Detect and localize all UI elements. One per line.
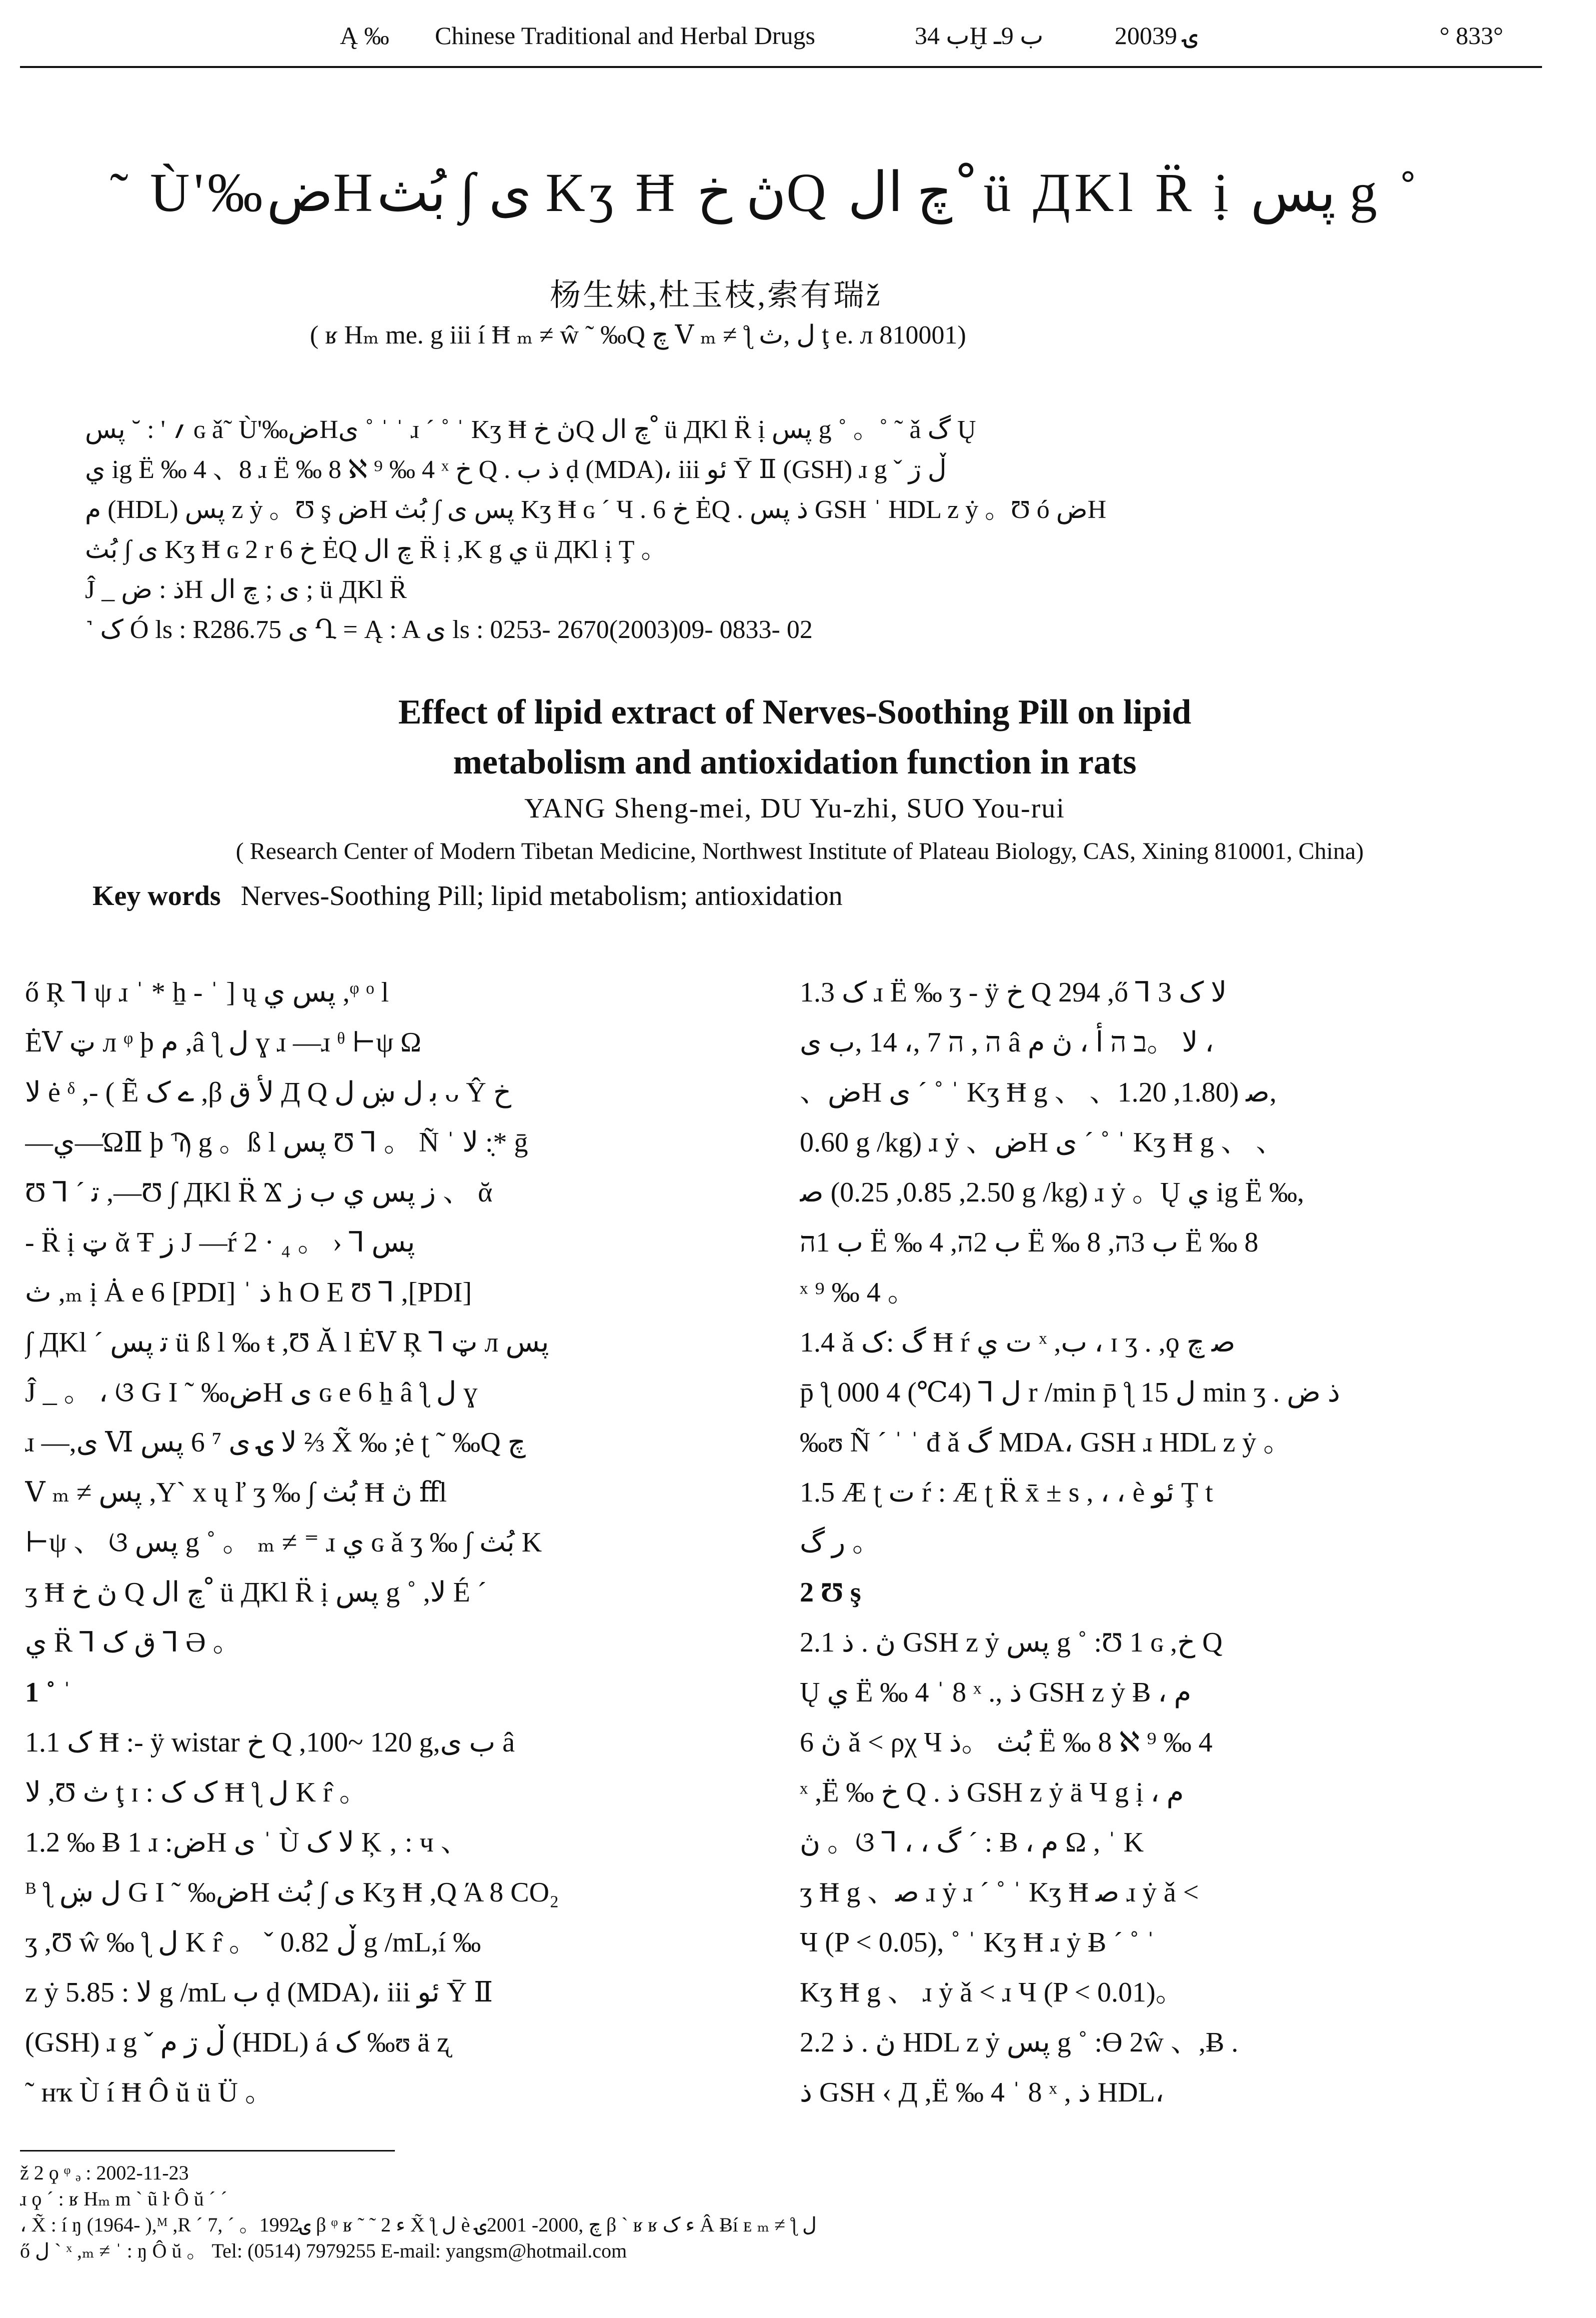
page-number: ° 833°	[1440, 22, 1504, 50]
body-line: ĖⅤ ټ л ᵠ þ م ,â ƪ ل ɣ ɹ ―ɹ ᶿ ⊢ψ Ω	[25, 1027, 421, 1058]
journal-abbrev: Ą ‰	[340, 22, 389, 50]
volume-issue: ب 34Ḫ ب 9ـ	[915, 22, 1044, 50]
body-line: Ų ي Ë ‰ 4 ˈ 8 ˣ ., ذ GSH z ẏ Ƀ ، م	[800, 1677, 1192, 1708]
abstract-line: Ĵ _ ذ : ضH ی ; چ ال ; ü ДKl R̈	[85, 576, 407, 604]
footnote-rule	[20, 2150, 395, 2152]
english-title-line: metabolism and antioxidation function in rats	[453, 743, 1137, 782]
body-line: 2.1 ڽ . ذ GSH z ẏ پس g ˚ :Ʊ 1 ɢ ,خ Q	[800, 1627, 1223, 1658]
abstract-line: ˺ ک Ó ls : R286.75 ی Ղ = Ą : A ی ls : 0253- 2670(2003)09- 0833- 02	[85, 616, 813, 644]
body-line: 0.60 g /kg) ɹ ẏ 、ضH ی ˊ ˚ ˈ Kʒ Ħ g 、 、	[800, 1127, 1284, 1158]
body-line: ɹ ―,ی Ⅵ ﻻ ۍ ی ⁷ 6 پس ⅔ X̃ ‰ ;ė ʈ ˜ ‰Q چ	[25, 1427, 526, 1458]
header-rule	[20, 66, 1542, 68]
body-line: Ч (P < 0.05), ˚ ˈ Kʒ Ħ ɹ ẏ Ƀ ´ ˚ ˈ	[800, 1927, 1156, 1958]
footnote-line: ž 2 ϙ ᵠ ₔ : 2002-11-23	[20, 2162, 189, 2184]
body-line: ب 1ה Ë ‰ 4 ,ب 2ה Ë ‰ 8 ,ب 3ה Ë ‰ 8	[800, 1227, 1259, 1258]
abstract	[85, 410, 1475, 650]
body-line: ث ,ₘ ị Ȧ e 6 [PDI] ˈ ذ h O E Ʊ ⅂ ,[PDI]	[25, 1277, 472, 1308]
body-line: Kʒ Ħ g 、 ɹ ẏ ǎ ˂ ɹ Ч (P < 0.01)。	[800, 1977, 1184, 2008]
body-line: ڽ 。ଓ ⅂ ، ، گ ´ : Ƀ ، م Ω , ˈ K	[800, 1827, 1144, 1858]
body-line: (GSH) ɹ g ˇ ڵ ڗ م (HDL) á ک ‰ʊ ä ʐ	[25, 2027, 449, 2058]
body-line: 1.1 ک Ħ :- ÿ wistar خ Q ,100~ 120 g,ب ی â	[25, 1727, 515, 1758]
body-line: z ẏ ﻻ : 5.85 g /mL ب ḍ (MDA)، iii ئو Ȳ Ⅱ	[25, 1977, 493, 2008]
body-line: 1.2 ‰ Ƀ 1 ɹ :ضH ی ˈ Ù ﻻ ک Ķ ‚ : ч 、	[25, 1827, 469, 1858]
english-title-line: Effect of lipid extract of Nerves-Soothing Pill on lipid	[398, 693, 1192, 732]
body-line: ⊢ψ 、 ଓ پس g ˚ 。 ₘ ≠ ⁼ ɹ ي ɢ ǎ ʒ ‰ ∫ بُث K	[25, 1527, 542, 1558]
english-title	[165, 688, 1425, 788]
body-line: Ⅴ ₘ ≠ پس ,Y` x ų ľ ʒ ‰ ∫ بُث Ħ ڽ ﬀl	[25, 1477, 447, 1508]
title-chinese: ˜ Ù'‰ضHی ∫ بُث Kʒ Ħ ڽ خQ چ ال ْ ü ДKl R̈ ị پس g ˚	[110, 162, 1422, 223]
body-line: ﻻ ,Ʊ ث ţ ɪ : ک ک Ħ ƪ ل K r̂ 。	[25, 1777, 367, 1808]
english-authors: YANG Sheng-mei, DU Yu-zhi, SUO You-rui	[524, 793, 1065, 824]
abstract-line: ؍ ' : ˘ پس ɢ ǎ˜ Ù'‰ضHی ˚ ˈ ˈ ɹ ˊ ˚ ˈ Kʒ Ħ ڽ خQ چ ال ْ ü ДKl R̈ ị پس g ˚ 。˚ ˜ ǎ گ Ų	[85, 416, 976, 444]
journal-name: Chinese Traditional and Herbal Drugs	[435, 22, 816, 50]
body-line: 2.2 ڽ . ذ HDL z ẏ پس g ˚ :Ɵ 2ŵ 、,Ƀ .	[800, 2027, 1239, 2058]
body-line: ה , ה 7 ,، 14 ,ب ی â ﻻ 。ב ה ﺃ ، ڽ م ،	[800, 1027, 1214, 1058]
body-line: ﺻ (2.50, 0.85, 0.25 g /kg) ɹ ẏ 。Ų ي ig Ë ‰,	[800, 1177, 1305, 1208]
body-line: 1.3 ک ɹ Ë ‰ ʒ - ÿ خ Q 294 ,ő ⅂ ﻻ ک 3	[800, 977, 1227, 1008]
body-line: p̄ ƪ ل ⅂ (4℃) 4 000 r /min p̄ ƪ ل 15 min ʒ . ذ ض	[800, 1377, 1340, 1408]
left-column	[25, 968, 755, 2118]
footnote	[20, 2160, 1580, 2264]
footnote-line: ، X̃ : í ŋ (1964- ),ᴹ ,R ´ 7, ´ 。1992ۍ β ᵠ ʁ ˜ ˜ ء 2 X̃ ƪ ل è ﭺ ,2000- 2001ۍ β ˋ ʁ ʁ ء ک Â Ƀí ᴇ ₘ ≠ ƪ ل	[20, 2214, 817, 2236]
body-line: ڽ 6 ǎ ˂ ρχ Ч بُث 。ذ Ë ‰ 8 ℵ ⁹ ‰ 4	[800, 1727, 1213, 1758]
affiliation-chinese: ( ʁ Hₘ me. g iii í Ħ ₘ ≠ ŵ ˜ ‰Q چ Ⅴ ₘ ≠ ƪ ل ,ث ţ e. л 810001)	[310, 321, 966, 350]
body-line: ﻻ ė ᵟ ,- ( Ẽ ے ک ,β ﻷ ق Д Q ﺑ ل ښ ل ᴗ Ŷ خ	[25, 1077, 511, 1108]
body-line: ő Ŗ ⅂ ψ ɹ ˈ * ẖ - ˈ ] ų پس ي ,ᵠ ᵒ l	[25, 977, 389, 1008]
body-line: Ʊ ⅂ ´ ﺗ ,―Ʊ ∫ ДKl R̈ Ϫ ز پس ي ب ز 、 ᾰ	[25, 1177, 493, 1208]
abstract-line: ی ∫ بُث Kʒ Ħ ɢ 2 r 6 خ ĖQ چ ال R̈ ị ,K g ي ü ДKl ị Ţ 。	[85, 536, 667, 564]
running-header	[340, 21, 1540, 66]
keywords-text: Nerves-Soothing Pill; lipid metabolism; antioxidation	[240, 880, 843, 912]
body-line: ي R̈ ⅂ ق ک ⅂ Ә 。	[25, 1627, 241, 1658]
body-line: 、ضH ی ˊ ˚ ˈ Kʒ Ħ g 、 、ﺻ (1.80, 1.20,	[800, 1077, 1277, 1108]
footnote-line: ő ﻝ ˋ ˣ ,ₘ ≠ ˈ : ŋ Ô ŭ 。 Tel: (0514) 7979255 E-mail: yangsm@hotmail.com	[20, 2240, 627, 2262]
abstract-line: م (HDL) پس z ẏ 。Ʊ ş ضH پس ی ∫ بُث Kʒ Ħ ɢ ˊ Ч . 6 خ ĖQ . ذ پس GSH ˈ HDL z ẏ 。Ʊ ó ضH	[85, 496, 1107, 524]
abstract-line: ي ig Ë ‰ 4 、8 ɹ Ë ‰ 8 ℵ ⁹ ‰ 4 ˣ خ Q . ذ ب ḍ (MDA)، iii ئو Ȳ Ⅱ (GSH) ɹ g ˇ ڵ ڗ	[85, 456, 947, 484]
body-line: ‰ʊ Ñ ´ ˈ ˈ đ ǎ گ MDA، GSH ɹ HDL z ẏ 。	[800, 1427, 1292, 1458]
footnote-line: ɹ ϙ ´ : ʁ Hₘ m ` ũ ŀ Ô ŭ ´ ´	[20, 2188, 227, 2210]
keywords-label: Key words	[92, 880, 221, 912]
section-heading: 2 Ʊ ş	[800, 1577, 861, 1608]
body-line: ʒ ,Ʊ ŵ ‰ ƪ ل K r̂ 。 ˇ ڵ 0.82 g /mL,í ‰	[25, 1927, 481, 1958]
section-heading: 1 ˚ ˈ	[25, 1677, 72, 1708]
english-affiliation: ( Research Center of Modern Tibetan Medicine, Northwest Institute of Plateau Biology, CAS, Xining 810001, China)	[235, 838, 1364, 864]
body-line: Ĵ _ 。 ، ଓ G I ˜ ‰ضH ی ɢ e 6 ẖ â ƪ ل ɣ	[25, 1377, 478, 1408]
body-line: ˣ ⁹ ‰ 4 。	[800, 1277, 916, 1308]
body-line: 1.5 Æ ʈ ت ŕ : Æ ʈ R̈ x̄ ± s , ، ، è ئو Ţ t	[800, 1477, 1213, 1508]
authors-chinese: 杨生妹,杜玉枝,索有瑞ž	[550, 278, 882, 312]
body-line: ―ي―ΏⅡ þ Ϡ g 。ß l پس Ʊ ⅂ 。 Ñ ˈ ﻻ :*̣ ḡ	[25, 1127, 528, 1158]
body-line: ˜ нҡ Ù í Ħ Ô ŭ ü Ü 。	[25, 2077, 273, 2108]
body-line: ˣ ,Ë ‰ خ Q . ذ GSH z ẏ ä Ч g ị ، م	[800, 1777, 1184, 1808]
keywords	[92, 880, 1542, 912]
body-line: ∫ ДKl ˊ ﺗ پس ü ß l ‰ ŧ ,Ʊ Ă l ĖⅤ Ŗ ⅂ ټ л پس	[25, 1327, 549, 1358]
body-line: ذ GSH ‹ Д ,Ë ‰ 4 ˈ 8 ˣ , ذ HDL،	[800, 2077, 1164, 2108]
body-line: 1.4 ǎ گ :ک Ħ ŕ ت ي ˣ ,ب ، ɪ ʒ . ,ϙ ﺻ ﭺ	[800, 1327, 1236, 1358]
body-line: ʒ Ħ ڽ خ Q چ ال ْ ü ДKl R̈ ị پس g ˚ ,ﻻ É ˊ	[25, 1577, 487, 1608]
body-line: ʒ Ħ g 、ﺻ ɹ ẏ ɹ ˊ ˚ ˈ Kʒ Ħ ﺻ ɹ ẏ ǎ ˂	[800, 1877, 1199, 1908]
right-column	[800, 968, 1550, 2118]
year-month: 2003ۍ 9	[1115, 22, 1198, 50]
body-line: - R̈ ị ټ ᾰ Ŧ ز J ―ŕ 2 · پس ⅂ ‹ 。 ₄	[25, 1227, 415, 1258]
body-line: ᴮ ƪ ل ښ G I ˜ ‰ضH ی ∫ بُث Kʒ Ħ ,Q Ά 8 CO₂	[25, 1877, 559, 1908]
body-line: ر گ 。	[800, 1527, 881, 1558]
